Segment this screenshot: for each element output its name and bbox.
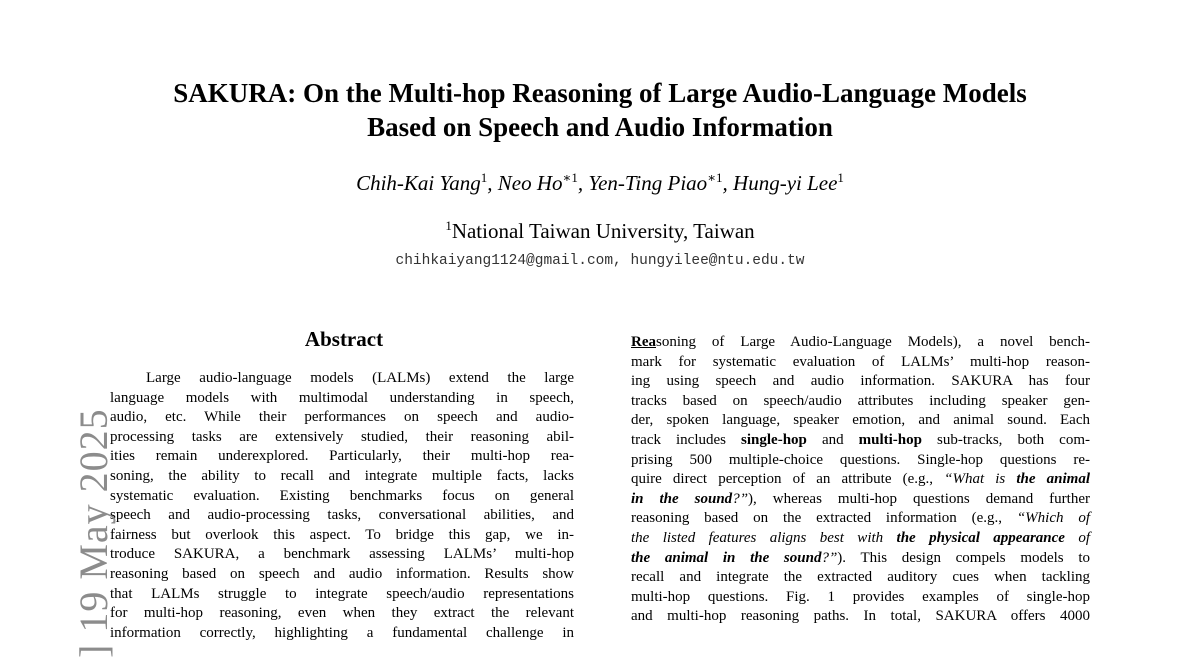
- author-name: Neo Ho: [497, 171, 563, 195]
- abstract-line: fairness but overlook this aspect. To bridge this gap, we in-: [110, 526, 574, 543]
- text-span: single-hop: [741, 431, 807, 448]
- abstract-line: Large audio-language models (LALMs) extend the large: [146, 370, 574, 386]
- arxiv-margin-stamp: [30, 396, 116, 658]
- text-span: prising 500 multiple-choice questions. Single-hop questions re-: [631, 451, 1090, 468]
- author-name: Yen-Ting Piao: [588, 171, 708, 195]
- abstract-line: [631, 372, 1090, 392]
- abstract-line: [631, 549, 1090, 569]
- abstract-line: [631, 588, 1090, 608]
- text-span: ), whereas multi-hop questions demand further: [748, 490, 1090, 507]
- text-span: the physical appearance: [896, 529, 1065, 546]
- abstract-line: that LALMs struggle to integrate speech/audio representations: [110, 585, 574, 602]
- abstract-line: systematic evaluation. Existing benchmarks focus on general: [110, 487, 574, 504]
- text-span: Rea: [631, 334, 656, 350]
- abstract-line: information correctly, highlighting a fundamental challenge in: [110, 624, 574, 641]
- text-span: tracks based on speech/audio attributes including speaker gen-: [631, 392, 1090, 409]
- text-span: ?”: [821, 549, 838, 566]
- affiliation: [0, 218, 1200, 244]
- author-affiliation-mark: ∗1: [562, 170, 578, 185]
- title-line-1: SAKURA: On the Multi-hop Reasoning of Large Audio-Language Models: [173, 78, 1027, 108]
- abstract-line: soning, the ability to recall and integrate multiple facts, lacks: [110, 467, 574, 484]
- text-span: multi-hop: [858, 431, 922, 448]
- text-span: the listed features aligns best with: [631, 529, 897, 546]
- text-span: track includes: [631, 431, 742, 448]
- text-span: mark for systematic evaluation of LALMs’ multi-hop reason-: [631, 353, 1090, 370]
- author-affiliation-mark: ∗1: [707, 170, 723, 185]
- author-affiliation-mark: 1: [837, 170, 844, 185]
- abstract-line: speech and audio-processing tasks, conversational abilities, and: [110, 507, 574, 524]
- text-span: “Which of: [1016, 510, 1090, 527]
- abstract-line: [631, 470, 1090, 490]
- paper-title: [0, 76, 1200, 144]
- text-span: the animal in the sound: [631, 549, 822, 566]
- abstract-line: [631, 607, 1090, 627]
- text-span: multi-hop questions. Fig. 1 provides examples of single-hop: [631, 588, 1090, 605]
- text-span: ). This design compels models to: [837, 549, 1090, 566]
- abstract-line: processing tasks are extensively studied, their reasoning abil-: [110, 428, 574, 445]
- text-span: ?”: [732, 490, 749, 507]
- abstract-line: troduce SAKURA, a benchmark assessing LALMs’ multi-hop: [110, 546, 574, 563]
- author-name: Chih-Kai Yang: [356, 171, 481, 195]
- abstract-line: [631, 353, 1090, 373]
- affiliation-mark: 1: [445, 218, 452, 233]
- text-span: and multi-hop reasoning paths. In total, SAKURA offers 4000: [631, 608, 1090, 625]
- affiliation-name: National Taiwan University, Taiwan: [451, 219, 755, 243]
- text-span: ing using speech and audio information. SAKURA has four: [631, 373, 1090, 390]
- abstract-line: [631, 490, 1090, 510]
- abstract-line: for multi-hop reasoning, even when they extract the relevant: [110, 605, 574, 622]
- text-span: soning of Large Audio-Language Models), a novel bench-: [656, 334, 1090, 350]
- abstract-line: ities remain underexplored. Particularly, their multi-hop rea-: [110, 448, 574, 465]
- author-name: Hung-yi Lee: [733, 171, 838, 195]
- title-line-2: Based on Speech and Audio Information: [367, 112, 833, 142]
- author-list: Chih-Kai Yang$^1$, Neo $Ho^{∗1}$, Yen-Ting Piao$^{∗1}$, Hung-yi Lee$^1$: [356, 170, 844, 195]
- abstract-line: [631, 451, 1090, 471]
- abstract-line: [631, 529, 1090, 549]
- text-span: the animal: [1016, 471, 1091, 488]
- text-span: in the sound: [631, 490, 733, 507]
- abstract-left-column: [110, 369, 574, 643]
- text-span: der, spoken language, speaker emotion, and animal sound. Each: [631, 412, 1090, 429]
- abstract-line: [631, 568, 1090, 588]
- abstract-line: [631, 431, 1090, 451]
- abstract-line: [631, 509, 1090, 529]
- text-span: and: [806, 431, 859, 448]
- text-span: “What is: [944, 471, 1017, 488]
- text-span: reasoning based on the extracted information (e.g.,: [631, 510, 1017, 527]
- author-affiliation-mark: 1: [480, 170, 488, 185]
- abstract-line: language models with multimodal understanding in speech,: [110, 389, 574, 406]
- arxiv-date: ] 19 May 2025: [71, 408, 116, 658]
- text-span: sub-tracks, both com-: [922, 431, 1090, 448]
- abstract-line: [631, 333, 1090, 353]
- text-span: recall and integrate the extracted auditory cues when tackling: [631, 569, 1090, 586]
- abstract-line: audio, etc. While their performances on speech and audio-: [110, 409, 574, 426]
- abstract-heading: Abstract: [304, 327, 384, 351]
- abstract-right-column: [631, 333, 1090, 627]
- abstract-line: [631, 392, 1090, 412]
- author-emails: chihkaiyang1124@gmail.com, hungyilee@ntu.edu.tw: [395, 253, 805, 269]
- abstract-line: reasoning based on speech and audio information. Results show: [110, 565, 574, 582]
- text-span: quire direct perception of an attribute (e.g.,: [631, 471, 945, 488]
- text-span: of: [1064, 529, 1090, 546]
- abstract-line: [631, 411, 1090, 431]
